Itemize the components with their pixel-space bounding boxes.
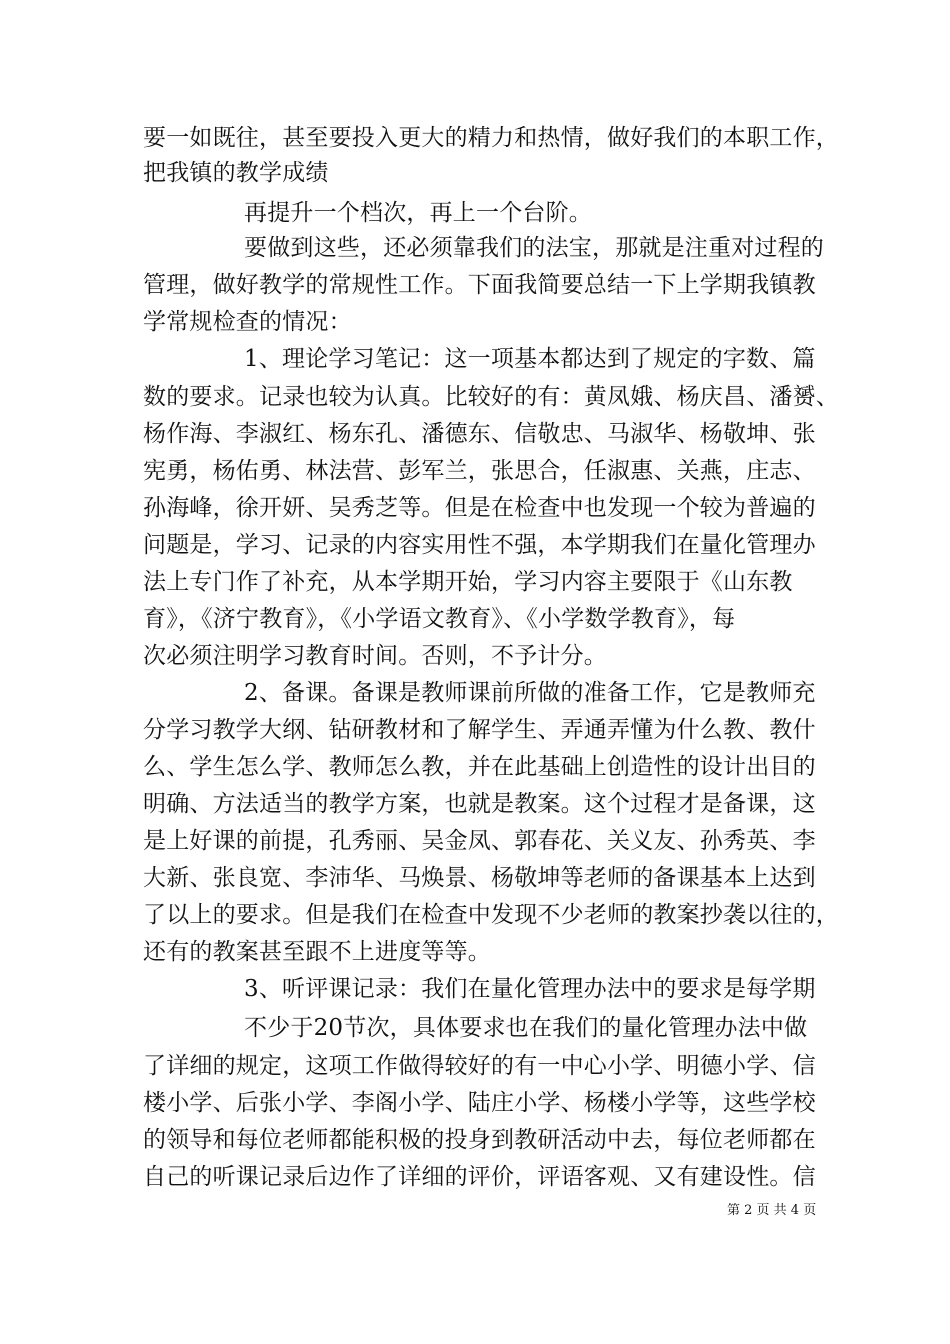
text-line: 大新、张良宽、李沛华、马焕景、杨敬坤等老师的备课基本上达到 — [143, 865, 816, 891]
text-line: 要做到这些，还必须靠我们的法宝，那就是注重对过程的 — [244, 235, 824, 261]
text-line: 法上专门作了补充，从本学期开始，学习内容主要限于《山东教 — [143, 569, 793, 595]
text-line: 楼小学、后张小学、李阁小学、陆庄小学、杨楼小学等，这些学校 — [143, 1090, 816, 1116]
text-line: 的领导和每位老师都能积极的投身到教研活动中去，每位老师都在 — [143, 1127, 816, 1153]
text-line: 分学习教学大纲、钻研教材和了解学生、弄通弄懂为什么教、教什 — [143, 717, 816, 743]
text-line: 育》，《济宁教育》，《小学语文教育》、《小学数学教育》，每 — [143, 606, 736, 632]
text-line: 杨作海、李淑红、杨东孔、潘德东、信敬忠、马淑华、杨敬坤、张 — [143, 421, 816, 447]
text-line: 了以上的要求。但是我们在检查中发现不少老师的教案抄袭以往的， — [143, 902, 839, 928]
text-line: 不少于20节次，具体要求也在我们的量化管理办法中做 — [244, 1015, 808, 1041]
text-line: 自己的听课记录后边作了详细的评价，评语客观、又有建设性。信 — [143, 1164, 816, 1190]
text-line: 学常规检查的情况： — [143, 309, 352, 335]
text-line: 还有的教案甚至跟不上进度等等。 — [143, 939, 491, 965]
text-line: 数的要求。记录也较为认真。比较好的有：黄凤娥、杨庆昌、潘赟、 — [143, 384, 839, 410]
text-line: 明确、方法适当的教学方案，也就是教案。这个过程才是备课，这 — [143, 791, 816, 817]
text-line: 问题是，学习、记录的内容实用性不强，本学期我们在量化管理办 — [143, 532, 816, 558]
text-line: 是上好课的前提，孔秀丽、吴金凤、郭春花、关义友、孙秀英、李 — [143, 828, 816, 854]
text-line: 再提升一个档次，再上一个台阶。 — [244, 200, 592, 226]
text-line: 3、听评课记录：我们在量化管理办法中的要求是每学期 — [244, 976, 816, 1002]
page-number: 第 2 页 共 4 页 — [727, 1203, 817, 1218]
text-line: 管理，做好教学的常规性工作。下面我简要总结一下上学期我镇教 — [143, 272, 816, 298]
text-line: 1、理论学习笔记：这一项基本都达到了规定的字数、篇 — [244, 346, 816, 372]
text-line: 2、备课。备课是教师课前所做的准备工作，它是教师充 — [244, 680, 816, 706]
text-line: 宪勇，杨佑勇、林法营、彭军兰，张思合，任淑惠、关燕，庄志、 — [143, 458, 816, 484]
text-line: 孙海峰，徐开妍、吴秀芝等。但是在检查中也发现一个较为普遍的 — [143, 495, 816, 521]
text-line: 把我镇的教学成绩 — [143, 160, 329, 186]
text-line: 要一如既往，甚至要投入更大的精力和热情，做好我们的本职工作， — [143, 125, 839, 151]
text-line: 么、学生怎么学、教师怎么教，并在此基础上创造性的设计出目的 — [143, 754, 816, 780]
text-line: 了详细的规定，这项工作做得较好的有一中心小学、明德小学、信 — [143, 1053, 816, 1079]
text-line: 次必须注明学习教育时间。否则，不予计分。 — [143, 643, 607, 669]
